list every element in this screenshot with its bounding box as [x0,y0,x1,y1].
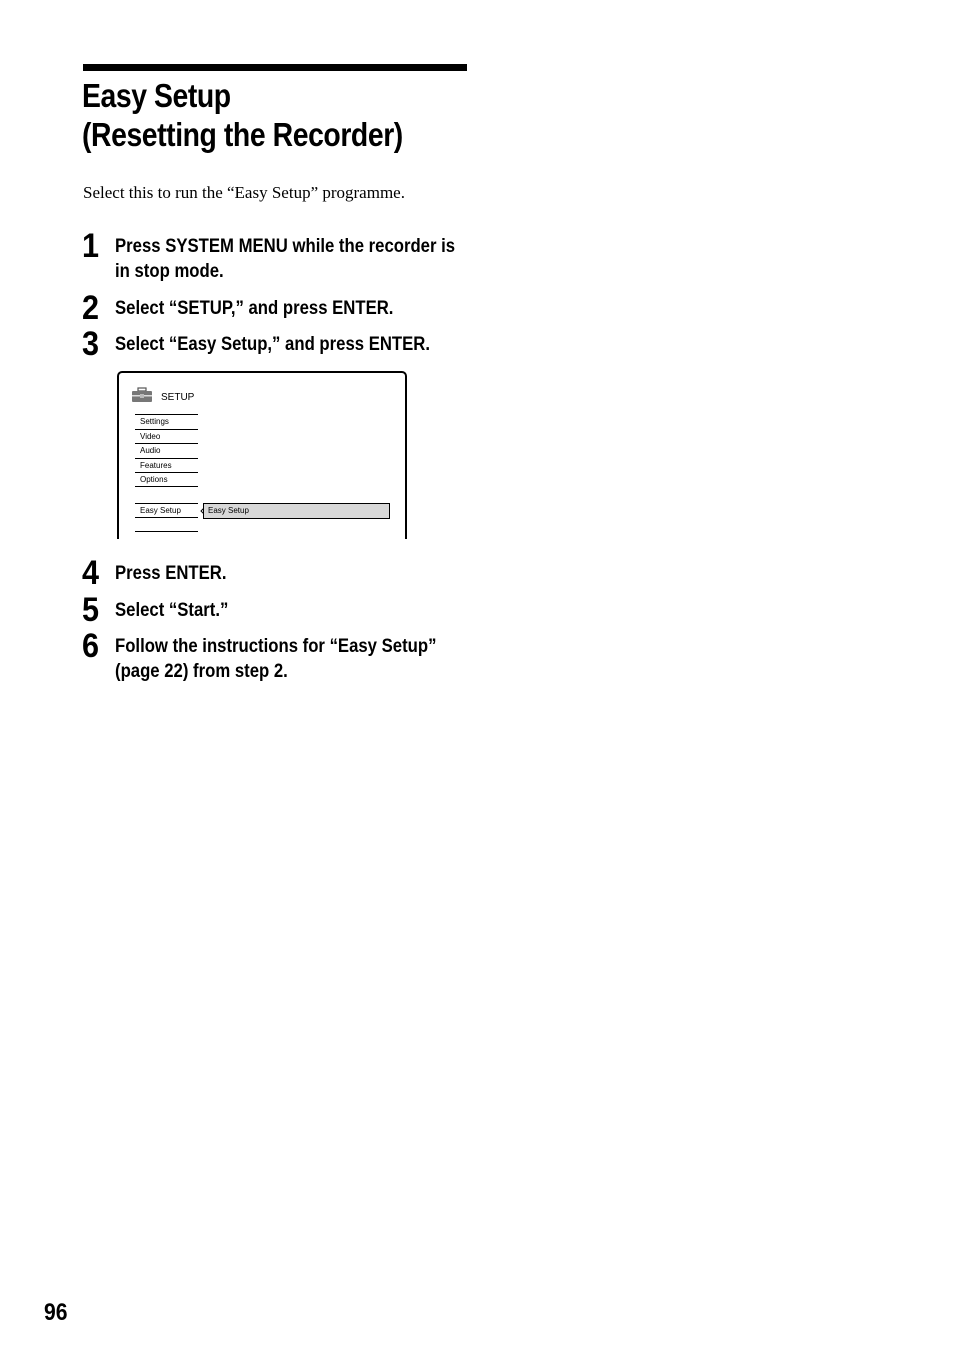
setup-screen-illustration [117,371,407,539]
menu-item-options: Options [135,472,198,487]
toolbox-icon [131,387,153,403]
page-title-line-1: Easy Setup [82,77,231,114]
menu-item-audio: Audio [135,443,198,458]
screen-header-label: SETUP [161,392,195,403]
step-text-line-1: Press SYSTEM MENU while the recorder is [115,236,456,257]
setup-menu-list [135,414,198,487]
step-text-line-2: (page 22) from step 2. [115,661,288,682]
step-text-line-1: Follow the instructions for “Easy Setup” [115,636,437,657]
intro-text: Select this to run the “Easy Setup” programme. [83,183,405,202]
step-text-line-2: in stop mode. [115,261,224,282]
page-title [82,76,403,154]
menu-item-easy-setup: Easy Setup [135,503,198,518]
page-title-line-2: (Resetting the Recorder) [82,116,403,153]
step-number: 1 [82,227,100,265]
step-text: Select “SETUP,” and press ENTER. [115,298,394,319]
step-number: 4 [82,554,100,592]
page-number: 96 [44,1299,68,1326]
step-text: Select “Start.” [115,600,229,621]
step-number: 5 [82,591,100,629]
title-rule [83,64,467,71]
step-number: 2 [82,289,100,327]
menu-item-settings: Settings [135,414,198,429]
submenu-easy-setup: Easy Setup [203,503,390,519]
step-number: 6 [82,627,100,665]
menu-item-video: Video [135,429,198,444]
setup-menu-selected [135,503,198,518]
step-text [115,634,485,684]
menu-item-features: Features [135,458,198,473]
menu-divider [135,531,198,532]
step-text: Press ENTER. [115,563,227,584]
step-text: Select “Easy Setup,” and press ENTER. [115,334,431,355]
step-number: 3 [82,325,100,363]
step-text [115,234,485,284]
